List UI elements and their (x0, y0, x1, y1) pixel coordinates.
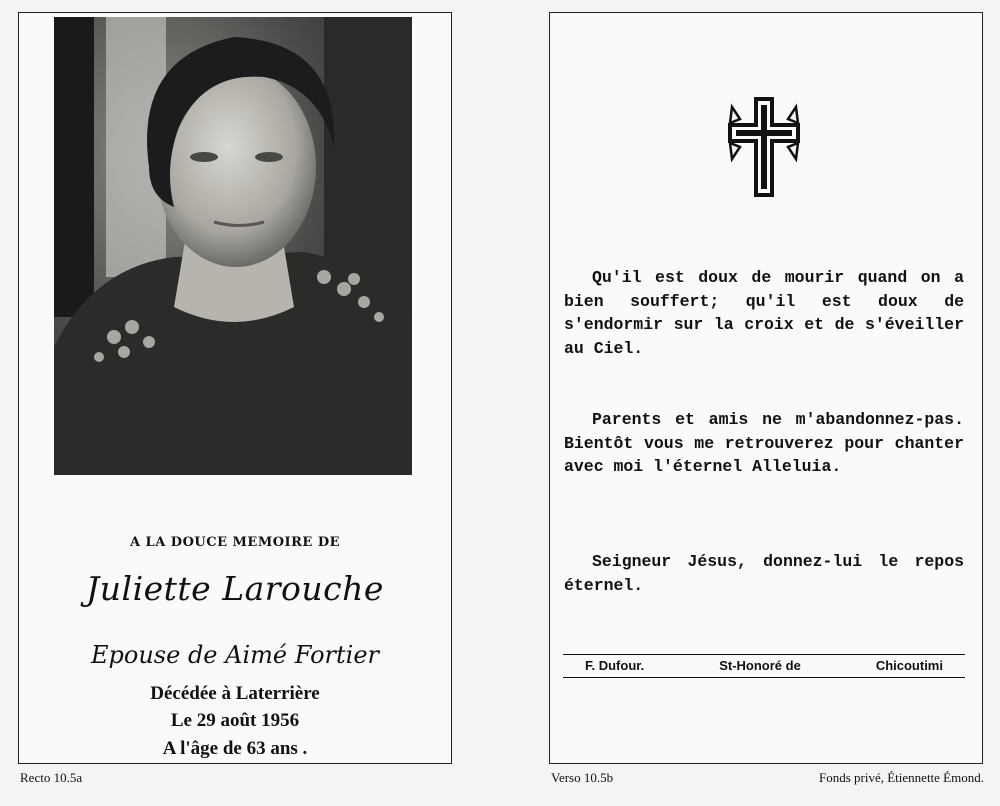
cross-with-lilies-icon (726, 97, 802, 197)
divider (563, 677, 965, 678)
printer-city: Chicoutimi (875, 658, 943, 673)
spouse-line: Epouse de Aimé Fortier (91, 641, 379, 669)
printer-imprint (563, 658, 965, 673)
verse-paragraph: Parents et amis ne m'abandonnez-pas. Bientôt vous me retrouverez pour chanter avec moi l'éternel Alleluia. (564, 410, 964, 476)
death-date: Le 29 août 1956 (170, 710, 300, 731)
age-at-death: A l'âge de 63 ans . (162, 738, 308, 759)
caption-source: Fonds privé, Étiennette Émond. (818, 770, 984, 785)
deceased-name: Juliette Larouche (86, 569, 384, 608)
caption-recto: Recto 10.5a (20, 770, 83, 785)
memorial-card-recto (18, 12, 452, 764)
printer-place: St-Honoré de (719, 658, 801, 673)
caption-verso: Verso 10.5b (551, 770, 614, 785)
printer-name: F. Dufour. (585, 658, 645, 673)
portrait-photo (54, 17, 412, 475)
memorial-card-verso (549, 12, 983, 764)
verse-paragraph: Seigneur Jésus, donnez-lui le repos éternel. (564, 552, 964, 595)
memorial-heading: A LA DOUCE MEMOIRE DE (129, 535, 341, 550)
verse-paragraph: Qu'il est doux de mourir quand on a bien souffert; qu'il est doux de s'endormir sur la croix et de s'éveiller au Ciel. (564, 268, 964, 358)
divider (563, 654, 965, 655)
deceased-place: Décédée à Laterrière (150, 683, 320, 704)
